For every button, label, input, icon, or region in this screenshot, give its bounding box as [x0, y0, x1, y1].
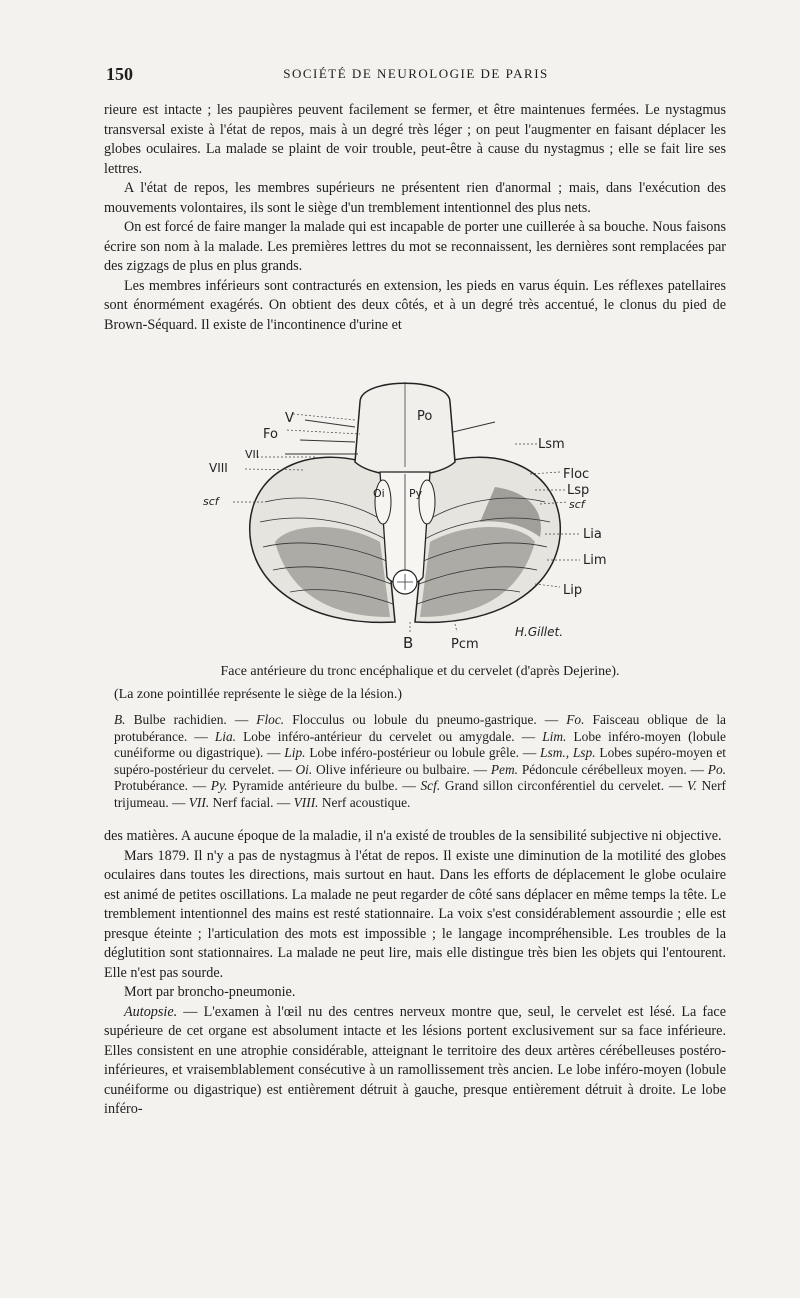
- figure-caption-note: (La zone pointillée représente le siège de la lésion.): [114, 687, 403, 702]
- label-lia: Lia: [583, 527, 602, 542]
- label-lsm: Lsm: [538, 437, 565, 452]
- paragraph: rieure est intacte ; les paupières peuvent facilement se fermer, et être maintenues fermées. Le nystagmus transversal existe à l'état de repos, mais à un degré très léger ; on peut l'augmenter en faisant déplacer les globes oculaires. La malade se plaint de voir trouble, peut-être à cause du nystagmus ; elle se fait lire ses lettres.: [104, 102, 726, 177]
- label-lim: Lim: [583, 553, 607, 568]
- legend-item: B. Bulbe rachidien. —: [114, 712, 257, 727]
- paragraph: Les membres inférieurs sont contracturés en extension, les pieds en varus équin. Les réflexes patellaires sont énormément exagérés. On obtient des deux côtés, et à un degré très accentué, le clonus du pied de Brown-Séquard. Il existe de l'incontinence d'urine et: [104, 277, 726, 333]
- legend-item: Floc. Flocculus ou lobule du pneumo-gastrique. —: [256, 712, 567, 727]
- legend-item: Fo. Faisceau oblique de la protubérance. —: [114, 712, 726, 744]
- legend-item: Scf. Grand sillon circonférentiel du cervelet. —: [420, 778, 687, 793]
- bottom-text: [104, 827, 726, 1120]
- label-floc: Floc: [563, 467, 590, 482]
- label-v: V: [285, 411, 294, 426]
- brainstem-cerebellum-figure: [195, 372, 615, 660]
- running-head: [106, 64, 726, 88]
- paragraph: Mars 1879. Il n'y a pas de nystagmus à l'état de repos. Il existe une diminution de la motilité des globes oculaires dans toutes les directions, mais surtout en haut. Dans les efforts de déplacement le globe oculaire est animé de petites oscillations. La malade ne peut regarder de côté sans déplacer en même temps la tête. Le tremblement intentionnel des mains est resté stationnaire. La voix s'est considérablement assourdie ; elle est presque éteinte ; l'articulation des mots est impossible ; le langage incompréhensible. Les troubles de la déglutition sont stationnaires. La malade ne peut lire, mais elle distingue très bien les objets qui l'entourent. Elle n'est pas sourde.: [104, 847, 726, 981]
- legend-item: Lia. Lobe inféro-antérieur du cervelet ou amygdale. —: [214, 728, 543, 744]
- legend-item: VII. Nerf facial. —: [188, 794, 294, 810]
- label-pcm: Pcm: [451, 637, 479, 652]
- left-lesion-zone: [275, 527, 390, 617]
- page-number: 150: [106, 64, 133, 84]
- legend-item: Lim. Lobe inféro-moyen (lobule cunéiforme ou digastrique). —: [114, 728, 726, 760]
- label-scf-left: scf: [203, 495, 219, 508]
- label-lip: Lip: [563, 583, 583, 598]
- legend-item: V. Nerf trijumeau. —: [114, 778, 726, 810]
- label-viii: VIII: [209, 461, 228, 475]
- legend-item: VIII. Nerf acoustique.: [293, 794, 411, 810]
- paragraph: Mort par broncho-pneumonie.: [124, 984, 296, 1000]
- anatomical-illustration: [195, 372, 615, 660]
- legend-item: Pem. Pédoncule cérébelleux moyen. —: [490, 761, 708, 777]
- paragraph: A l'état de repos, les membres supérieurs ne présentent rien d'anormal ; mais, dans l'exécution des mouvements volontaires, ils sont le siège d'un tremblement intentionnel des plus nets.: [104, 180, 726, 216]
- legend-item: Lip. Lobe inféro-postérieur ou lobule grêle. —: [284, 745, 541, 760]
- top-text: [104, 101, 726, 335]
- label-oi: Oi: [373, 487, 385, 500]
- label-po: Po: [417, 409, 433, 424]
- paragraph: On est forcé de faire manger la malade qui est incapable de porter une cuillerée à sa bouche. Nous faisons écrire son nom à la malade. Les premières lettres du mot se reconnaissent, les dernières sont remplacées par des zigzags de plus en plus grands.: [104, 219, 726, 274]
- label-vii: VII: [245, 448, 260, 461]
- paragraph: des matières. A aucune époque de la maladie, il n'a existé de troubles de la sensibilité subjective ni objective.: [104, 828, 722, 844]
- autopsy-paragraph: [104, 1003, 726, 1120]
- artist-signature: H.Gillet.: [515, 625, 564, 639]
- label-b: B: [403, 634, 414, 652]
- figure-caption-title: Face antérieure du tronc encéphalique et du cervelet (d'après Dejerine).: [220, 664, 620, 679]
- legend-item: Po. Protubérance. —: [114, 761, 726, 793]
- legend-item: Py. Pyramide antérieure du bulbe. —: [210, 778, 421, 793]
- autopsy-label: Autopsie.: [124, 1003, 178, 1020]
- legend-item: Oi. Olive inférieure ou bulbaire. —: [295, 761, 491, 777]
- label-scf-right: scf: [569, 498, 585, 511]
- right-lesion-zone: [420, 527, 535, 617]
- autopsy-text: — L'examen à l'œil nu des centres nerveux montre que, seul, le cervelet est lésé. La face supérieure de cet organe est absolument intacte et les lésions portent exclusivement sur sa face inférieure. Elles consistent en une atrophie considérable, atteignant le territoire des deux artères cérébelleuses postéro-inférieures, et vraisemblablement consécutive à un ramollissement très ancien. Le lobe inféro-moyen (lobule cunéiforme ou digastrique) est entièrement détruit à gauche, presque entièrement détruit à droite. Le lobe inféro-: [104, 1003, 726, 1117]
- label-lsp: Lsp: [567, 483, 590, 498]
- journal-title: SOCIÉTÉ DE NEUROLOGIE DE PARIS: [283, 66, 549, 81]
- label-fo: Fo: [263, 427, 278, 442]
- legend-item: Lsm., Lsp. Lobes supéro-moyen et supéro-postérieur du cervelet. —: [114, 745, 726, 777]
- figure-legend: [114, 712, 726, 811]
- label-py: Py: [409, 487, 423, 500]
